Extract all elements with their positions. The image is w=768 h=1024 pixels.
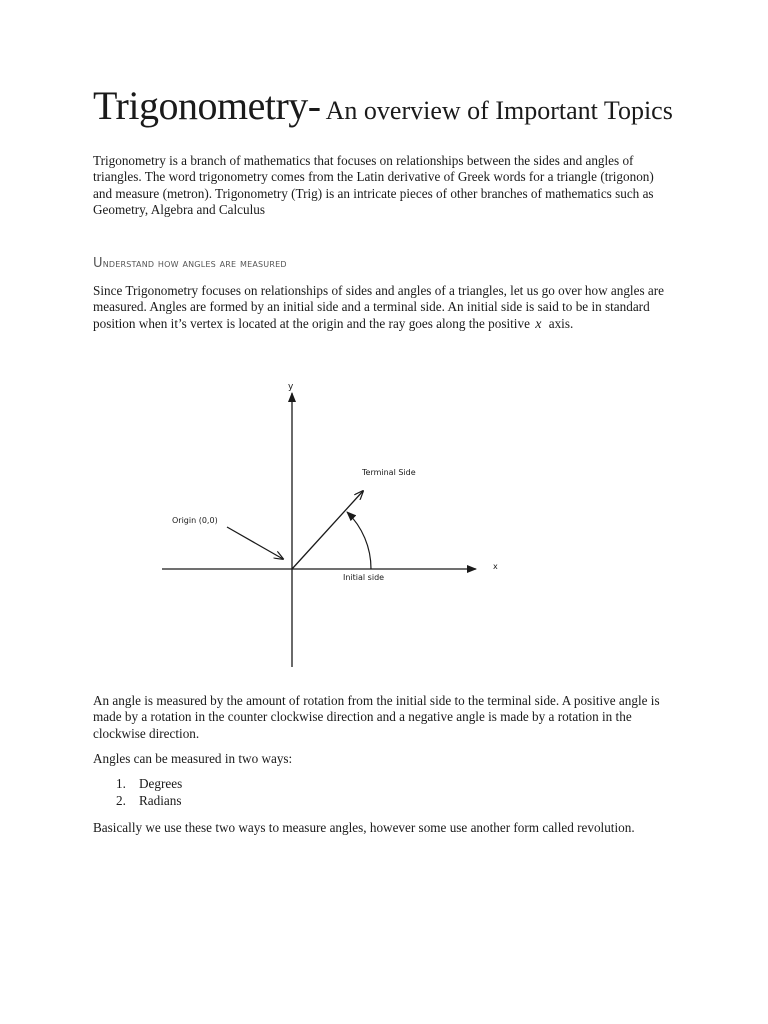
rotation-arc xyxy=(347,512,371,569)
terminal-side-label: Terminal Side xyxy=(362,468,416,477)
title-main: Trigonometry- xyxy=(93,83,321,128)
list-item-label: Degrees xyxy=(139,776,183,791)
origin-pointer-arrow xyxy=(227,527,283,559)
initial-side-label: Initial side xyxy=(343,573,385,582)
intro-paragraph: Trigonometry is a branch of mathematics that focuses on relationships between the sides and angles of triangles. The word trigonometry comes from the Latin derivative of Greek words for a triangle (trigonon) and measure (metron). Trigonometry (Trig) is an intricate pieces of other branches of mathematics such as Geometry, Algebra and Calculus xyxy=(93,153,654,217)
list-number: 1. xyxy=(116,776,126,791)
angle-paragraph: An angle is measured by the amount of rotation from the initial side to the terminal side. A positive angle is made by a rotation in the counter clockwise direction and a negative angle is made by a rotation in the clockwise direction. xyxy=(93,693,660,741)
terminal-side-ray xyxy=(292,491,363,569)
x-variable: x xyxy=(535,316,542,332)
ways-list xyxy=(93,776,182,809)
list-item xyxy=(93,776,182,793)
list-number: 2. xyxy=(116,792,126,808)
page-title xyxy=(93,84,673,128)
section-heading-text: nderstand how angles are measured xyxy=(102,257,287,270)
section-heading-initial: U xyxy=(93,256,103,271)
section-heading xyxy=(93,256,287,271)
section-paragraph-text: Since Trigonometry focuses on relationships of sides and angles of a triangles, let us go over how angles are measured. Angles are formed by an initial side and a terminal side. An initial side is said to be in standard position when it’s vertex is located at the origin and the ray goes along the positive xyxy=(93,283,664,331)
y-axis-label: y xyxy=(288,382,294,392)
x-axis-label: x xyxy=(493,562,498,571)
origin-label: Origin (0,0) xyxy=(172,516,218,525)
section-paragraph xyxy=(93,283,668,333)
angle-diagram xyxy=(150,375,510,675)
section-paragraph-end: axis. xyxy=(545,315,574,331)
list-item-label: Radians xyxy=(139,792,182,808)
closing-paragraph: Basically we use these two ways to measure angles, however some use another form called revolution. xyxy=(93,820,635,835)
title-subtitle: An overview of Important Topics xyxy=(320,96,673,125)
list-item xyxy=(93,793,182,810)
ways-intro: Angles can be measured in two ways: xyxy=(93,751,293,766)
